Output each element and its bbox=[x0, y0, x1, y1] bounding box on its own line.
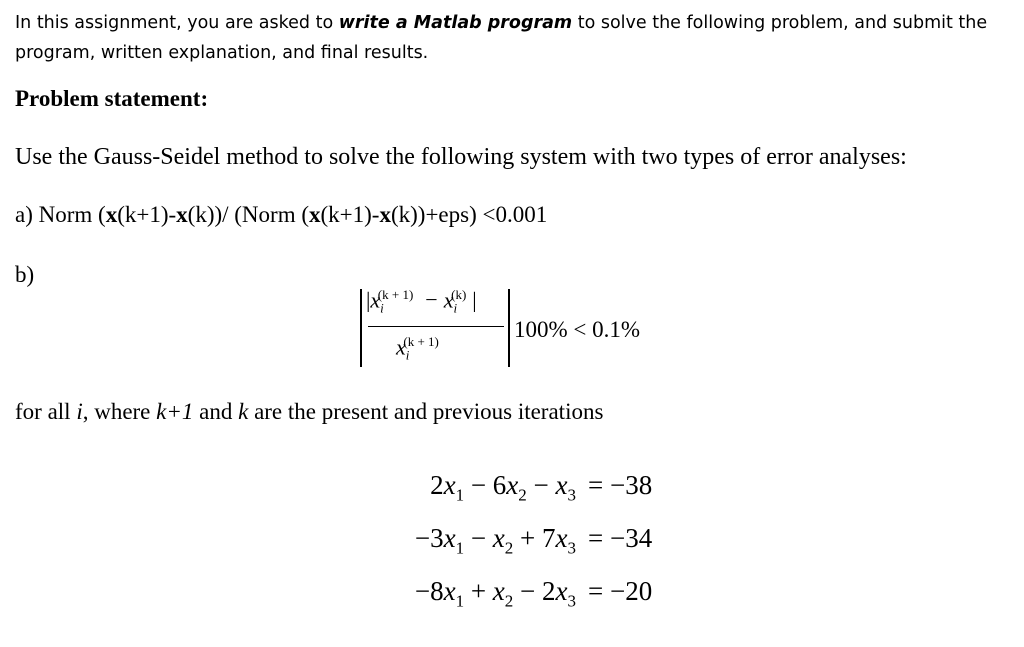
intro-text-start: In this assignment, you are asked to bbox=[15, 13, 339, 33]
equation-rhs: = −38 bbox=[588, 470, 653, 500]
problem-statement: Use the Gauss-Seidel method to solve the following system with two types of error analyses: bbox=[15, 144, 907, 170]
formula-denominator: $x_i^{(k + 1)}$ bbox=[396, 334, 439, 363]
intro-emphasis: write a Matlab program bbox=[338, 13, 573, 33]
equation-row bbox=[360, 523, 680, 576]
relative-error-formula bbox=[358, 287, 678, 369]
equation-row bbox=[360, 470, 680, 523]
fraction-line bbox=[368, 326, 504, 327]
criterion-b-label: b) bbox=[15, 262, 35, 287]
equation-lhs: $2x_1 - 6x_2 - x_3$ bbox=[430, 470, 576, 505]
iteration-note: for all i, where k+1 and k are the present and previous iterations bbox=[15, 399, 604, 424]
equation-lhs: $-3x_1 - x_2 + 7x_3$ bbox=[414, 523, 576, 558]
formula-numerator: $|x_i^{(k + 1)} - x_i^{(k)}$ | bbox=[366, 287, 477, 316]
assignment-intro bbox=[15, 8, 1015, 68]
formula-tail: 100% < 0.1% bbox=[514, 317, 641, 342]
abs-bar-right bbox=[508, 289, 510, 367]
criterion-a-formula: Norm (x(k+1)-x(k))/ (Norm (x(k+1)-x(k))+eps) <0.001 bbox=[38, 202, 548, 227]
equation-system bbox=[360, 470, 680, 629]
equation-rhs: = −34 bbox=[588, 523, 653, 553]
problem-heading: Problem statement: bbox=[15, 86, 209, 111]
intro-text-end: to solve the following problem, and submit the program, written explanation, and final results. bbox=[15, 13, 988, 63]
criterion-a-label: a) bbox=[15, 202, 33, 227]
abs-bar-left bbox=[360, 289, 362, 367]
equation-row bbox=[360, 576, 680, 629]
criterion-a bbox=[15, 202, 547, 228]
equation-rhs: = −20 bbox=[588, 576, 653, 606]
equation-lhs: $-8x_1 + x_2 - 2x_3$ bbox=[414, 576, 576, 611]
